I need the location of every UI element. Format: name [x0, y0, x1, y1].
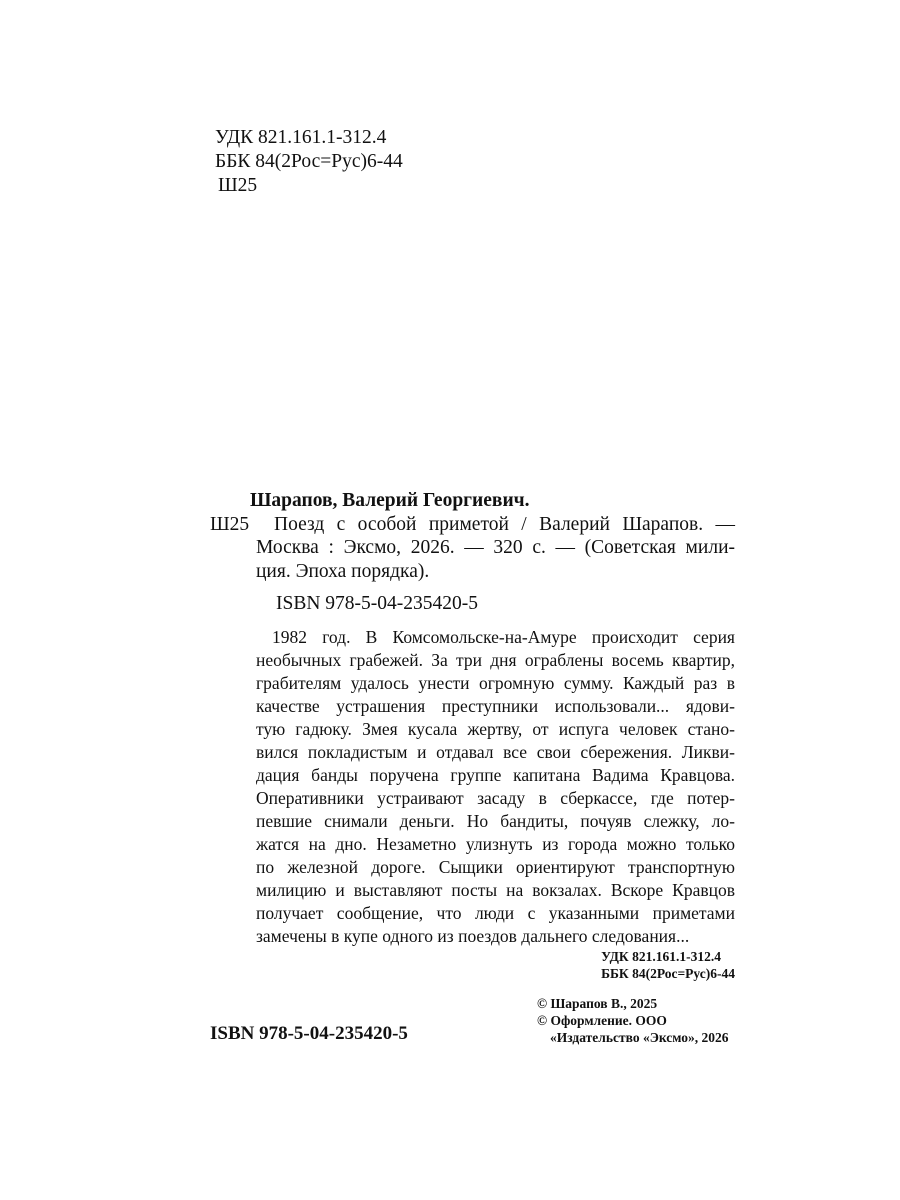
annotation-line: по железной дороге. Сыщики ориентируют транспортную [256, 857, 735, 877]
annotation-line: необычных грабежей. За три дня ограблены восемь квартир, [256, 650, 735, 670]
annotation-line: певшие снимали деньги. Но бандиты, почуяв слежку, ло- [256, 811, 735, 831]
udk-code: УДК 821.161.1-312.4 [215, 127, 387, 148]
card-cutter: Ш25 [210, 513, 250, 535]
cutter-code: Ш25 [218, 175, 258, 196]
annotation-line: 1982 год. В Комсомольске-на-Амуре происходит серия [272, 627, 735, 647]
annotation-line: качестве устрашения преступники использовали... ядови- [256, 696, 735, 716]
isbn-bottom: ISBN 978-5-04-235420-5 [210, 1023, 408, 1044]
classification-codes-bottom [601, 948, 735, 982]
card-line-2 [210, 536, 735, 560]
annotation-line: тую гадюку. Змея кусала жертву, от испуга человек стано- [256, 719, 735, 739]
author-heading: Шарапов, Валерий Георгиевич. [250, 490, 530, 511]
catalog-card [210, 489, 735, 616]
card-series-line: ция. Эпоха порядка). [256, 560, 430, 582]
copyright-publisher: «Издательство «Эксмо», 2026 [550, 1030, 729, 1045]
classification-codes-top [215, 126, 403, 198]
annotation-line: Оперативники устраивают засаду в сберкассе, где потер- [256, 788, 735, 808]
udk-code-bottom: УДК 821.161.1-312.4 [601, 949, 721, 964]
copyright-design: © Оформление. ООО [537, 1013, 667, 1028]
card-line-1 [210, 513, 735, 537]
annotation-line: милицию и выставляют посты на вокзалах. Вскоре Кравцов [256, 880, 735, 900]
annotation [256, 626, 735, 948]
card-line-3 [210, 560, 735, 584]
annotation-line: вился покладистым и отдавал все свои сбережения. Ликви- [256, 742, 735, 762]
copyright-author: © Шарапов В., 2025 [537, 996, 658, 1011]
annotation-line: получает сообщение, что люди с указанными приметами [256, 903, 735, 923]
card-isbn: ISBN 978-5-04-235420-5 [276, 593, 479, 614]
copyright-block [537, 995, 729, 1046]
annotation-line: грабителям удалось унести огромную сумму. Каждый раз в [256, 673, 735, 693]
card-title-line: Поезд с особой приметой / Валерий Шарапов. — [274, 513, 735, 535]
annotation-line: замечены в купе одного из поездов дальнего следования... [256, 926, 690, 946]
annotation-line: жатся на дно. Незаметно улизнуть из города можно только [256, 834, 735, 854]
bbk-code-bottom: ББК 84(2Рос=Рус)6-44 [601, 966, 735, 981]
annotation-line: дация банды поручена группе капитана Вадима Кравцова. [256, 765, 735, 785]
card-publisher-line: Москва : Эксмо, 2026. — 320 с. — (Советская мили- [256, 537, 735, 558]
bbk-code: ББК 84(2Рос=Рус)6-44 [215, 151, 403, 172]
